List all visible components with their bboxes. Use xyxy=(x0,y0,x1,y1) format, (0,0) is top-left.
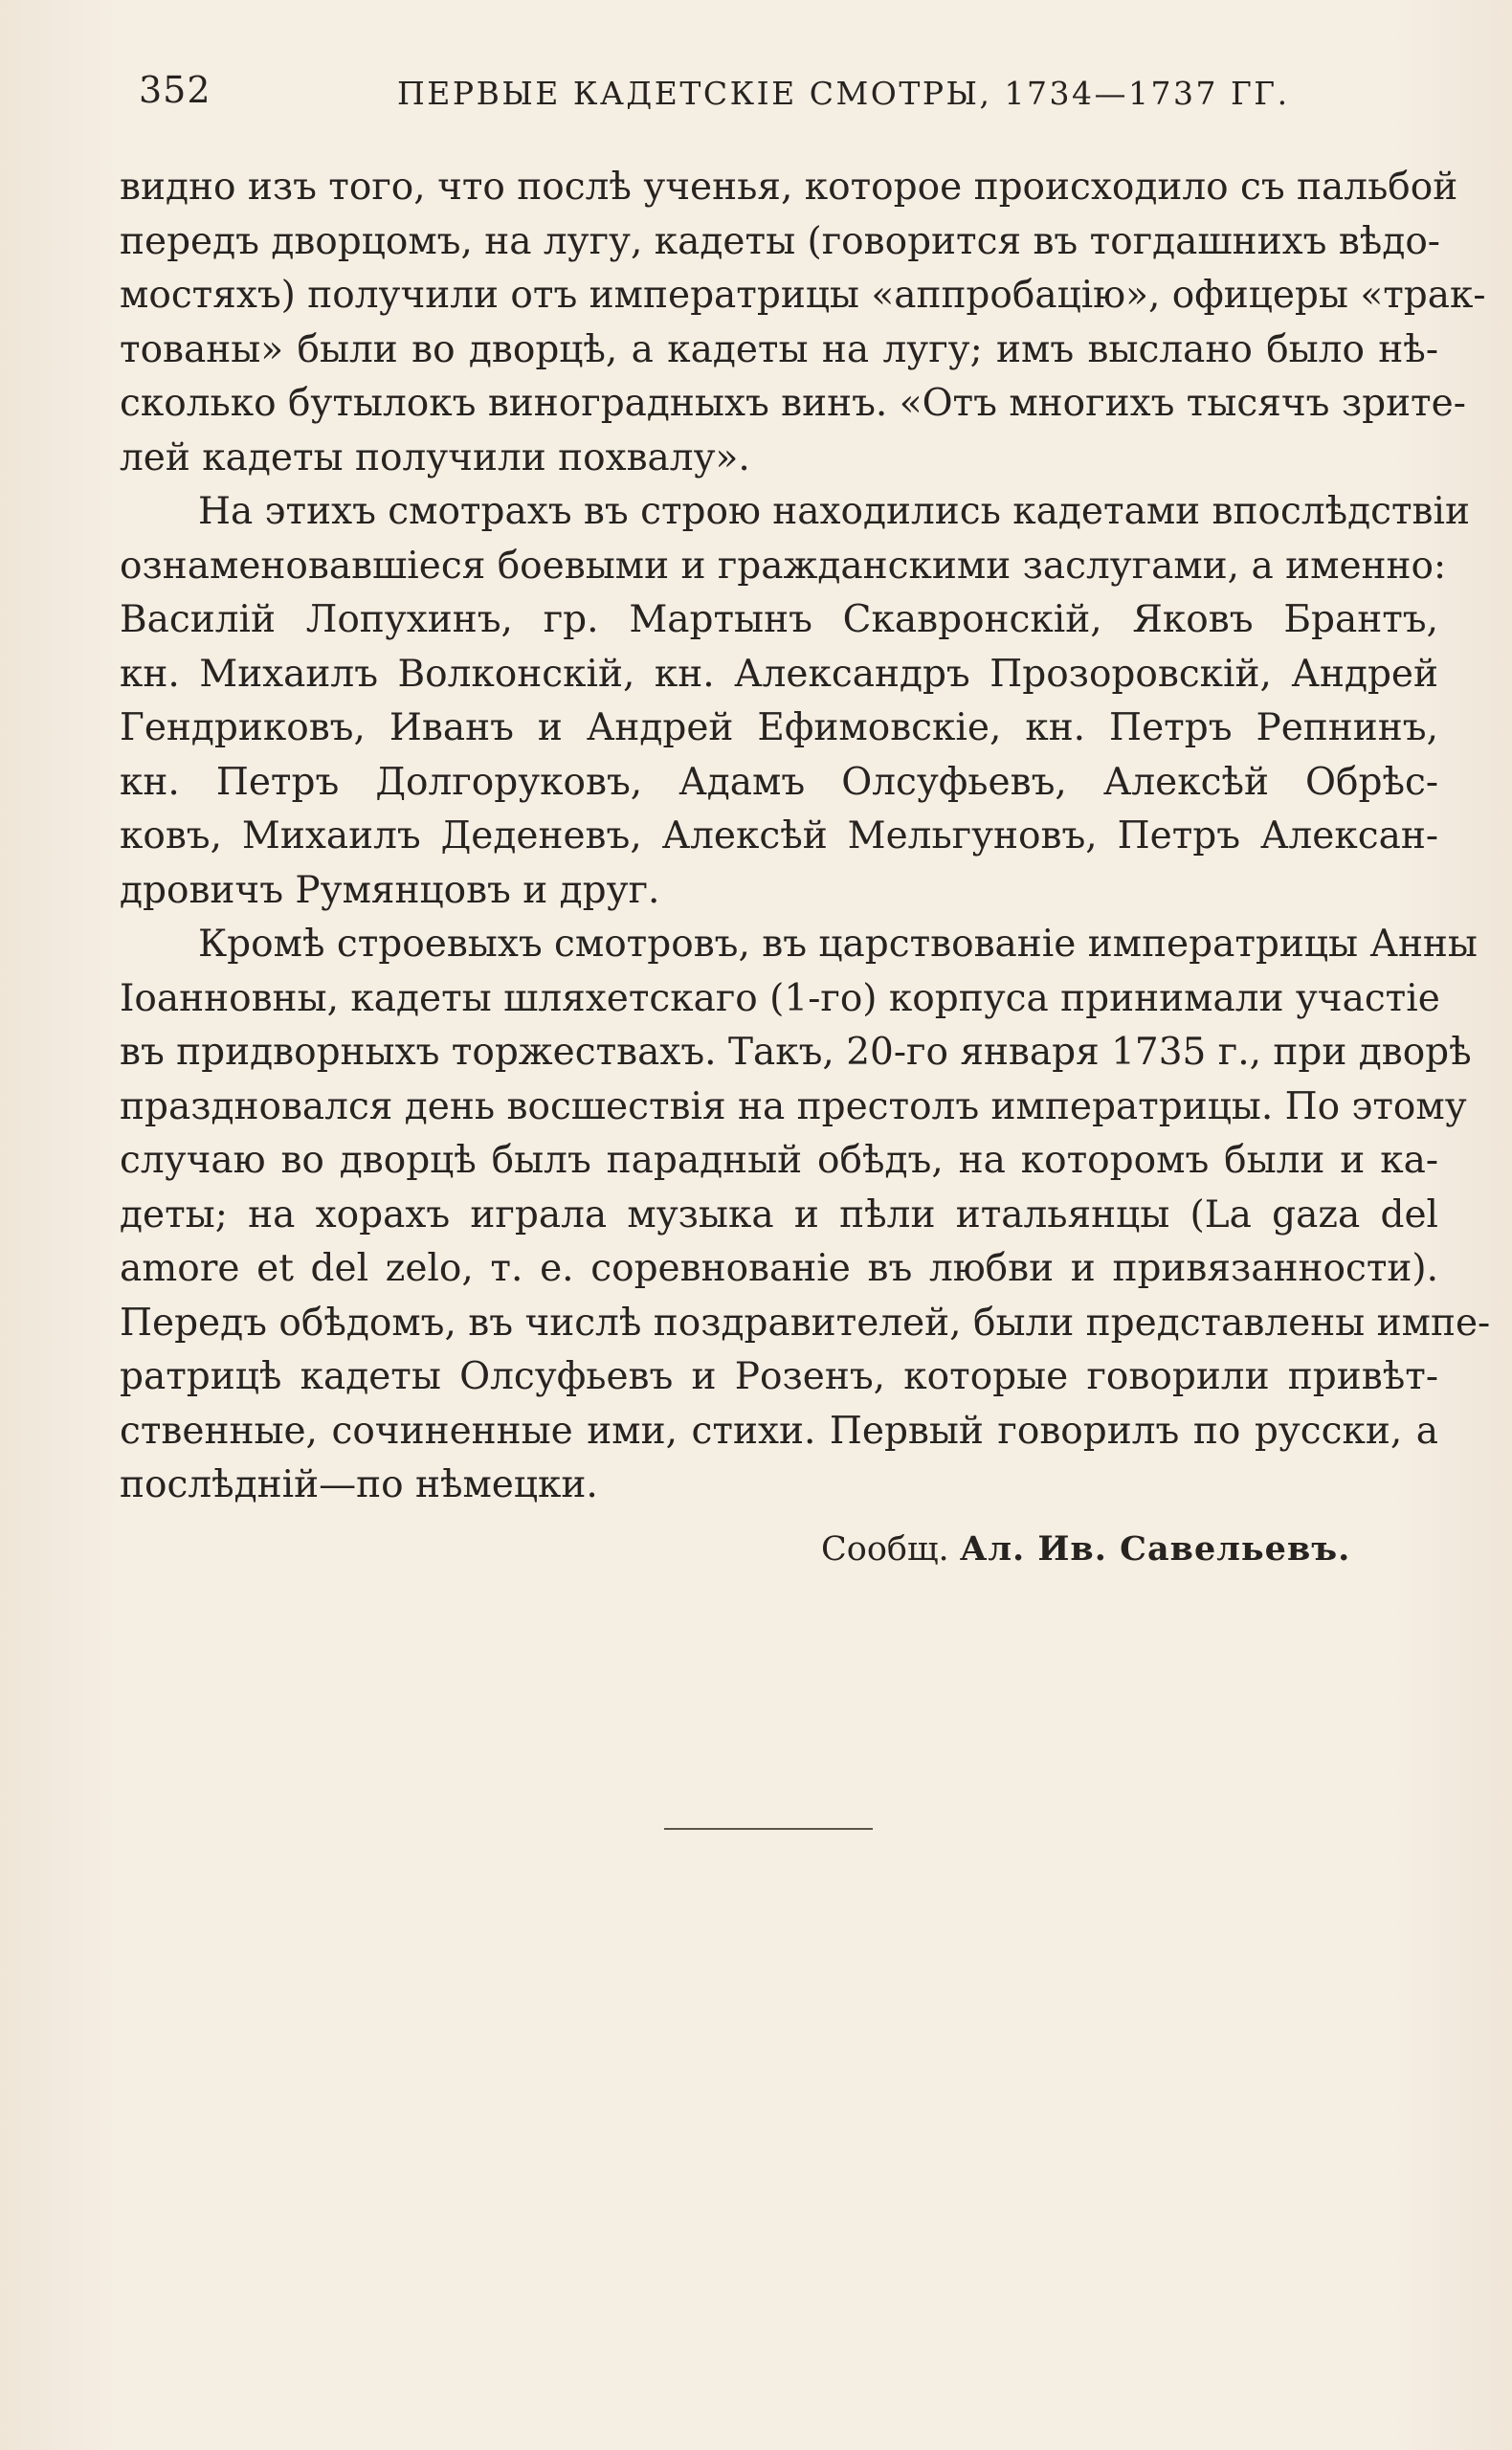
body-text xyxy=(120,161,1491,1513)
text-line: ственные, сочиненные ими, стихи. Первый говорилъ по русски, а xyxy=(120,1409,1438,1453)
text-line: передъ дворцомъ, на лугу, кадеты (говорится въ тогдашнихъ вѣдо- xyxy=(120,219,1440,263)
text-line: кн. Михаилъ Волконскiй, кн. Александръ Прозоровскiй, Андрей xyxy=(120,652,1438,696)
text-line: лей кадеты получили похвалу». xyxy=(120,435,750,479)
page-number: 352 xyxy=(139,69,211,111)
text-line: послѣднiй—по нѣмецки. xyxy=(120,1463,598,1506)
text-line: тованы» были во дворцѣ, а кадеты на лугу; имъ выслано было нѣ- xyxy=(120,327,1438,371)
text-line: Iоанновны, кадеты шляхетскаго (1-го) корпуса принимали участiе xyxy=(120,976,1440,1020)
signature-name: Ал. Ив. Савельевъ. xyxy=(959,1529,1351,1569)
text-line: дровичъ Румянцовъ и друг. xyxy=(120,868,660,912)
text-line: На этихъ смотрахъ въ строю находились кадетами впослѣдствiи xyxy=(198,490,1470,533)
paragraph-2 xyxy=(120,485,1470,918)
text-line: видно изъ того, что послѣ ученья, которое происходило съ пальбой xyxy=(120,166,1458,209)
signature xyxy=(821,1529,1350,1569)
running-title: ПЕРВЫЕ КАДЕТСКIЕ СМОТРЫ, 1734—1737 ГГ. xyxy=(397,75,1290,112)
text-line: сколько бутылокъ виноградныхъ винъ. «Отъ многихъ тысячъ зрите- xyxy=(120,382,1466,425)
text-line: ознаменовавшiеся боевыми и гражданскими заслугами, а именно: xyxy=(120,544,1447,588)
text-line: въ придворныхъ торжествахъ. Такъ, 20-го января 1735 г., при дворѣ xyxy=(120,1031,1472,1074)
text-line: Василiй Лопухинъ, гр. Мартынъ Скавронскiй, Яковъ Брантъ, xyxy=(120,598,1438,641)
text-line: ратрицѣ кадеты Олсуфьевъ и Розенъ, которые говорили привѣт- xyxy=(120,1355,1438,1398)
end-rule-divider xyxy=(664,1828,873,1830)
text-line: Гендриковъ, Иванъ и Андрей Ефимовскiе, кн. Петръ Репнинъ, xyxy=(120,706,1438,749)
text-line: случаю во дворцѣ былъ парадный обѣдъ, на которомъ были и ка- xyxy=(120,1139,1438,1182)
paragraph-1 xyxy=(120,161,1486,485)
running-head xyxy=(139,69,1440,126)
text-line: Передъ обѣдомъ, въ числѣ поздравителей, были представлены импе- xyxy=(120,1301,1491,1345)
text-line: деты; на хорахъ играла музыка и пѣли итальянцы (La gaza del xyxy=(120,1192,1438,1236)
paragraph-3 xyxy=(120,918,1491,1513)
text-line: amore et del zelo, т. е. соревнованiе въ любви и привязанности). xyxy=(120,1247,1438,1290)
text-line: ковъ, Михаилъ Деденевъ, Алексѣй Мельгуновъ, Петръ Алексан- xyxy=(120,814,1438,858)
text-line: Кромѣ строевыхъ смотровъ, въ царствованiе императрицы Анны xyxy=(198,923,1478,966)
signature-prefix: Сообщ. xyxy=(821,1530,949,1569)
text-line: праздновался день восшествiя на престолъ императрицы. По этому xyxy=(120,1084,1467,1128)
text-line: кн. Петръ Долгоруковъ, Адамъ Олсуфьевъ, Алексѣй Обрѣс- xyxy=(120,760,1438,804)
text-line: мостяхъ) получили отъ императрицы «аппробацiю», офицеры «трак- xyxy=(120,274,1486,317)
